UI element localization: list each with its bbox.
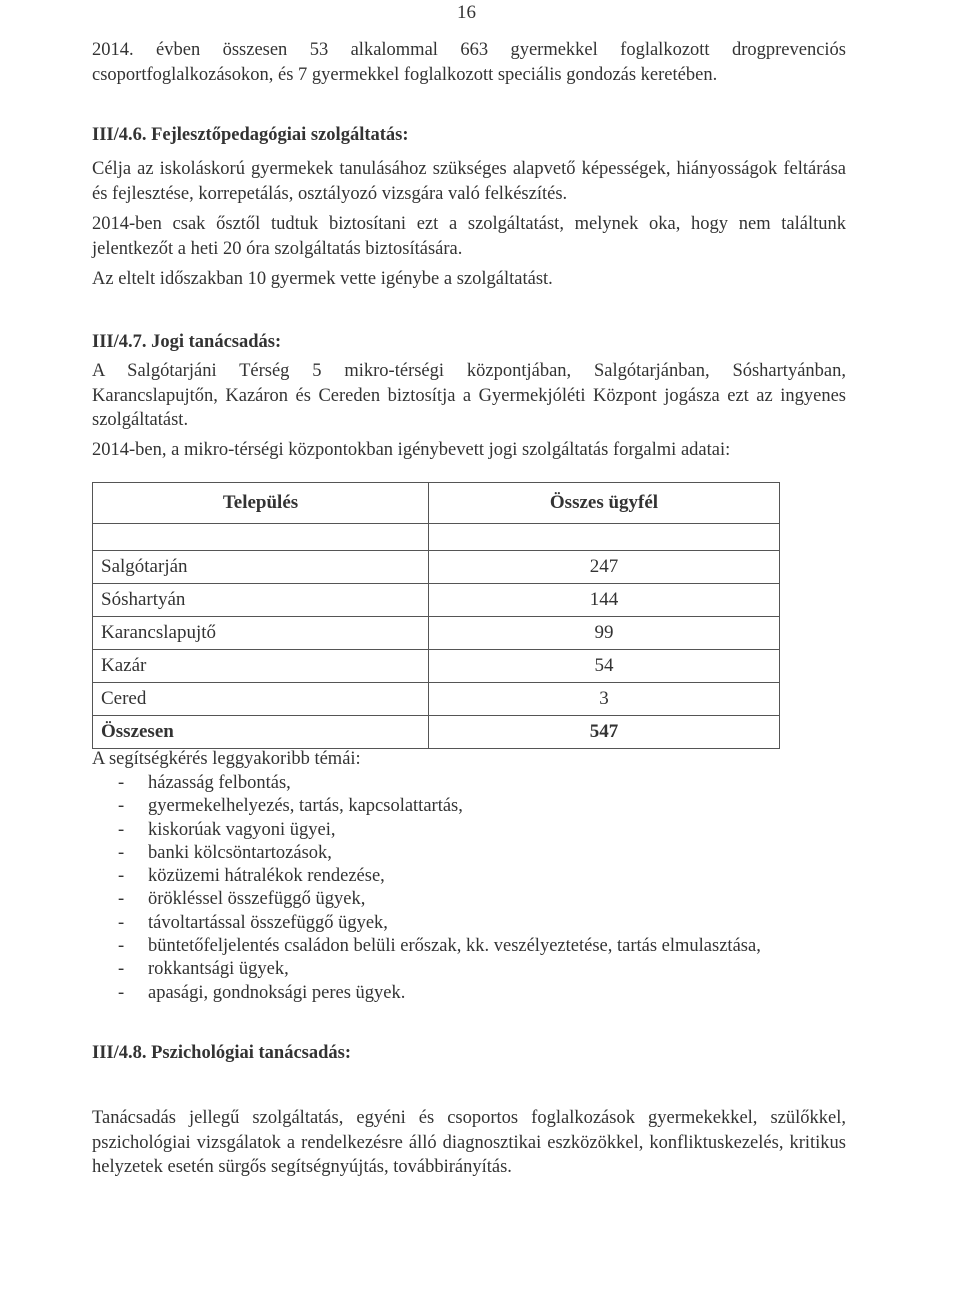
- list-item: [92, 958, 761, 981]
- bullet-dash: -: [118, 842, 125, 863]
- section-6-paragraph-1: Célja az iskoláskorú gyermekek tanulásához szükséges alapvető képességek, hiányosságok feltárása és fejlesztése, korrepetálás, osztályozó vizsgára való felkészítés.: [92, 159, 846, 204]
- bullet-dash: -: [118, 959, 125, 980]
- intro-paragraph: 2014. évben összesen 53 alkalommal 663 gyermekkel foglalkozott drogprevenciós csoportfoglalkozásokon, és 7 gyermekkel foglalkozott speciális gondozás keretében.: [92, 40, 846, 85]
- bullet-dash: -: [118, 912, 125, 933]
- list-item: [92, 865, 761, 888]
- bullet-dash: -: [118, 936, 125, 957]
- section-heading-pszichologiai: III/4.8. Pszichológiai tanácsadás:: [92, 1043, 352, 1063]
- table-row: [93, 584, 780, 617]
- place-cell: Cered: [93, 683, 429, 716]
- bullet-dash: -: [118, 819, 125, 840]
- list-item-text: házasság felbontás,: [148, 773, 291, 793]
- total-count-cell: 547: [429, 716, 780, 749]
- list-item: [92, 772, 761, 795]
- list-item: [92, 935, 761, 958]
- bullet-dash: -: [118, 796, 125, 817]
- list-item-text: közüzemi hátralékok rendezése,: [148, 866, 385, 887]
- count-cell: 54: [429, 650, 780, 683]
- list-item: [92, 795, 761, 818]
- list-item: [92, 842, 761, 865]
- section-8-paragraph-1: Tanácsadás jellegű szolgáltatás, egyéni és csoportos foglalkozások gyermekekkel, szülőkkel, pszichológiai vizsgálatok a rendelkezésre álló diagnosztikai eszközökkel, konfliktuskezelés, kritikus helyzetek esetén sürgős segítségnyújtás, továbbirányítás.: [92, 1108, 846, 1177]
- list-item-text: apasági, gondnoksági peres ügyek.: [148, 982, 406, 1003]
- place-cell: Sóshartyán: [93, 584, 429, 617]
- list-item-text: büntetőfeljelentés családon belüli erőszak, kk. veszélyeztetése, tartás elmulasztása,: [148, 936, 761, 957]
- section-7-paragraph-1: A Salgótarjáni Térség 5 mikro-térségi központjában, Salgótarjánban, Sóshartyánban, Karancslapujtőn, Kazáron és Cereden biztosítja a Gyermekjóléti Központ jogásza ezt az ingyenes szolgáltatást.: [92, 361, 846, 430]
- topics-title: A segítségkérés leggyakoribb témái:: [92, 749, 361, 769]
- list-item: [92, 819, 761, 842]
- section-heading-fejlesztopedagogiai: III/4.6. Fejlesztőpedagógiai szolgáltatás:: [92, 125, 409, 145]
- bullet-dash: -: [118, 773, 125, 793]
- table-row: [93, 650, 780, 683]
- list-item-text: örökléssel összefüggő ügyek,: [148, 889, 366, 910]
- bullet-dash: -: [118, 866, 125, 887]
- count-cell: 99: [429, 617, 780, 650]
- place-cell: Salgótarján: [93, 551, 429, 584]
- section-6-paragraph-3: Az eltelt időszakban 10 gyermek vette igénybe a szolgáltatást.: [92, 269, 553, 289]
- table-row: [93, 551, 780, 584]
- list-item-text: távoltartással összefüggő ügyek,: [148, 912, 388, 933]
- count-cell: 3: [429, 683, 780, 716]
- list-item-text: rokkantsági ügyek,: [148, 959, 289, 980]
- list-item-text: kiskorúak vagyoni ügyei,: [148, 819, 336, 840]
- list-item: [92, 888, 761, 911]
- list-item: [92, 912, 761, 935]
- list-item-text: gyermekelhelyezés, tartás, kapcsolattartás,: [148, 796, 463, 817]
- table-row: [93, 683, 780, 716]
- table-row: [93, 617, 780, 650]
- column-header-osszes-ugyfel: Összes ügyfél: [429, 483, 780, 524]
- bullet-dash: -: [118, 889, 125, 910]
- section-heading-jogi-tanacsadas: III/4.7. Jogi tanácsadás:: [92, 332, 282, 352]
- section-6-paragraph-2: 2014-ben csak ősztől tudtuk biztosítani ezt a szolgáltatást, melynek oka, hogy nem találtunk jelentkezőt a heti 20 óra szolgáltatás biztosítására.: [92, 214, 846, 259]
- count-cell: 247: [429, 551, 780, 584]
- table-header-row: [93, 483, 780, 524]
- column-header-telepules: Település: [93, 483, 429, 524]
- count-cell: 144: [429, 584, 780, 617]
- topics-list: [92, 772, 761, 1005]
- table-total-row: [93, 716, 780, 749]
- legal-service-table: [92, 482, 780, 749]
- list-item: [92, 982, 761, 1005]
- place-cell: Karancslapujtő: [93, 617, 429, 650]
- section-7-paragraph-2: 2014-ben, a mikro-térségi központokban igénybevett jogi szolgáltatás forgalmi adatai:: [92, 440, 731, 460]
- table-spacer-row: [93, 524, 780, 551]
- bullet-dash: -: [118, 982, 125, 1003]
- list-item-text: banki kölcsöntartozások,: [148, 842, 332, 863]
- total-label-cell: Összesen: [93, 716, 429, 749]
- page-number: 16: [457, 2, 476, 23]
- place-cell: Kazár: [93, 650, 429, 683]
